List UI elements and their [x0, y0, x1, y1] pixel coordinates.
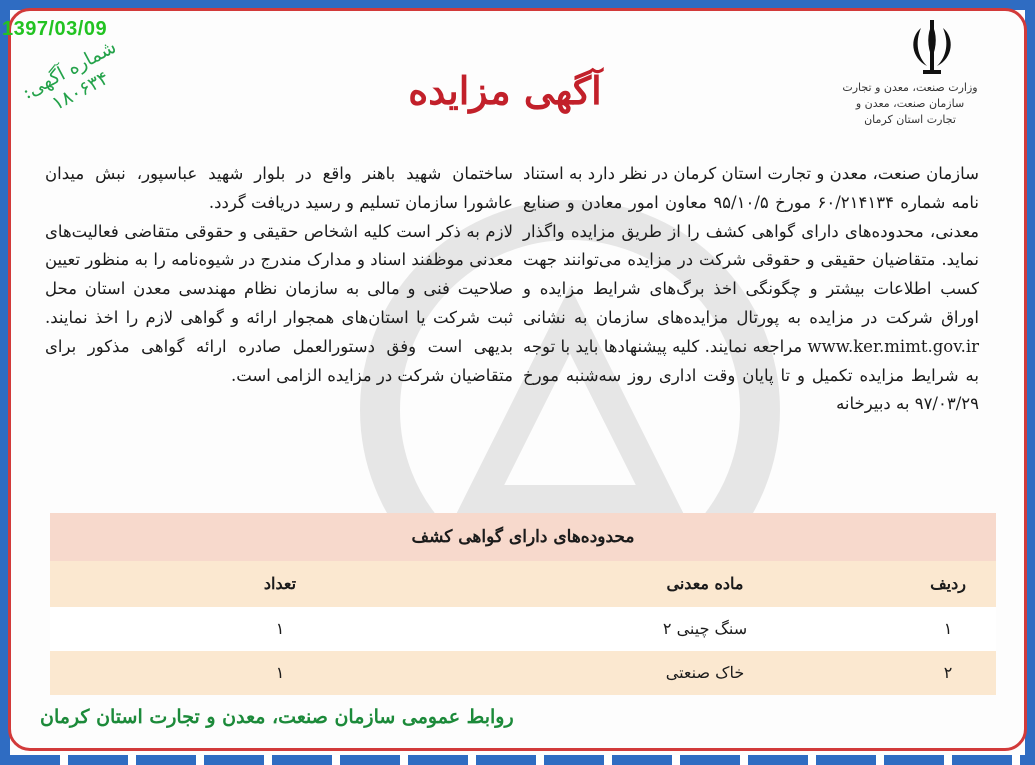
cell-count: ۱ [275, 619, 285, 638]
ad-title: آگهی مزایده [408, 68, 602, 113]
table-row [50, 607, 996, 651]
cell-row-number: ۲ [943, 663, 953, 682]
ministry-name [825, 80, 995, 128]
body-column-right [523, 160, 979, 419]
cell-material: سنگ چینی ۲ [662, 619, 748, 638]
header-row-number: ردیف [930, 574, 966, 593]
footer-publisher: روابط عمومی سازمان صنعت، معدن و تجارت استان کرمان [40, 706, 514, 728]
body-paragraph-2: ساختمان شهید باهنر واقع در بلوار شهید عباسپور، نبش میدان عاشورا سازمان تسلیم و رسید دریافت گردد. [45, 164, 513, 212]
deposit-table [50, 513, 996, 695]
cell-row-number: ۱ [943, 619, 953, 638]
body-column-left [45, 160, 513, 390]
body-paragraph-3: لازم به ذکر است کلیه اشخاص حقیقی و حقوقی متقاضی فعالیت‌های معدنی موظفند اسناد و مدارک مندرج در شیوه‌نامه را به منظور تعیین صلاحیت فنی و مالی به سازمان نظام مهندسی معدن استان محل ثبت شرکت یا استان‌های همجوار ارائه و گواهی لازم را اخذ نمایند. بدیهی است وفق دستورالعمل صادره ارائه گواهی مذکور برای متقاضیان شرکت در مزایده الزامی است. [45, 221, 513, 385]
bottom-decorative-strip [0, 755, 1035, 765]
date-stamp: 1397/03/09 [2, 18, 108, 40]
header-count: تعداد [263, 574, 297, 593]
table-title: محدوده‌های دارای گواهی کشف [50, 513, 996, 561]
table-header-row [50, 561, 996, 607]
ministry-line-1: وزارت صنعت، معدن و تجارت [842, 81, 978, 94]
ministry-line-3: تجارت استان کرمان [864, 113, 956, 126]
iran-emblem-icon [899, 18, 965, 80]
table-row [50, 651, 996, 695]
cell-count: ۱ [275, 663, 285, 682]
ministry-line-2: سازمان صنعت، معدن و [855, 97, 965, 110]
cell-material: خاک صنعتی [665, 663, 745, 682]
handwritten-note: شماره آگهی: ۱۸۰۶۳۴ [18, 35, 120, 115]
header-material: ماده معدنی [666, 574, 744, 593]
body-paragraph-1: سازمان صنعت، معدن و تجارت استان کرمان در نظر دارد به استناد نامه شماره ۶۰/۲۱۴۱۳۴ مورخ ۹۵/۱۰/۵ معاون امور معادن و صنایع معدنی، محدوده‌های دارای گواهی کشف را از طریق مزایده واگذار نماید. متقاضیان حقیقی و حقوقی شرکت در مزایده می‌توانند جهت کسب اطلاعات بیشتر و چگونگی اخذ برگ‌های شرایط مزایده و اوراق شرکت در مزایده به پورتال مزایده‌های سازمان به نشانی www.ker.mimt.gov.ir مراجعه نمایند. کلیه پیشنهادها باید با توجه به شرایط مزایده تکمیل و تا پایان وقت اداری روز سه‌شنبه مورخ ۹۷/۰۳/۲۹ به دبیرخانه [523, 164, 979, 414]
